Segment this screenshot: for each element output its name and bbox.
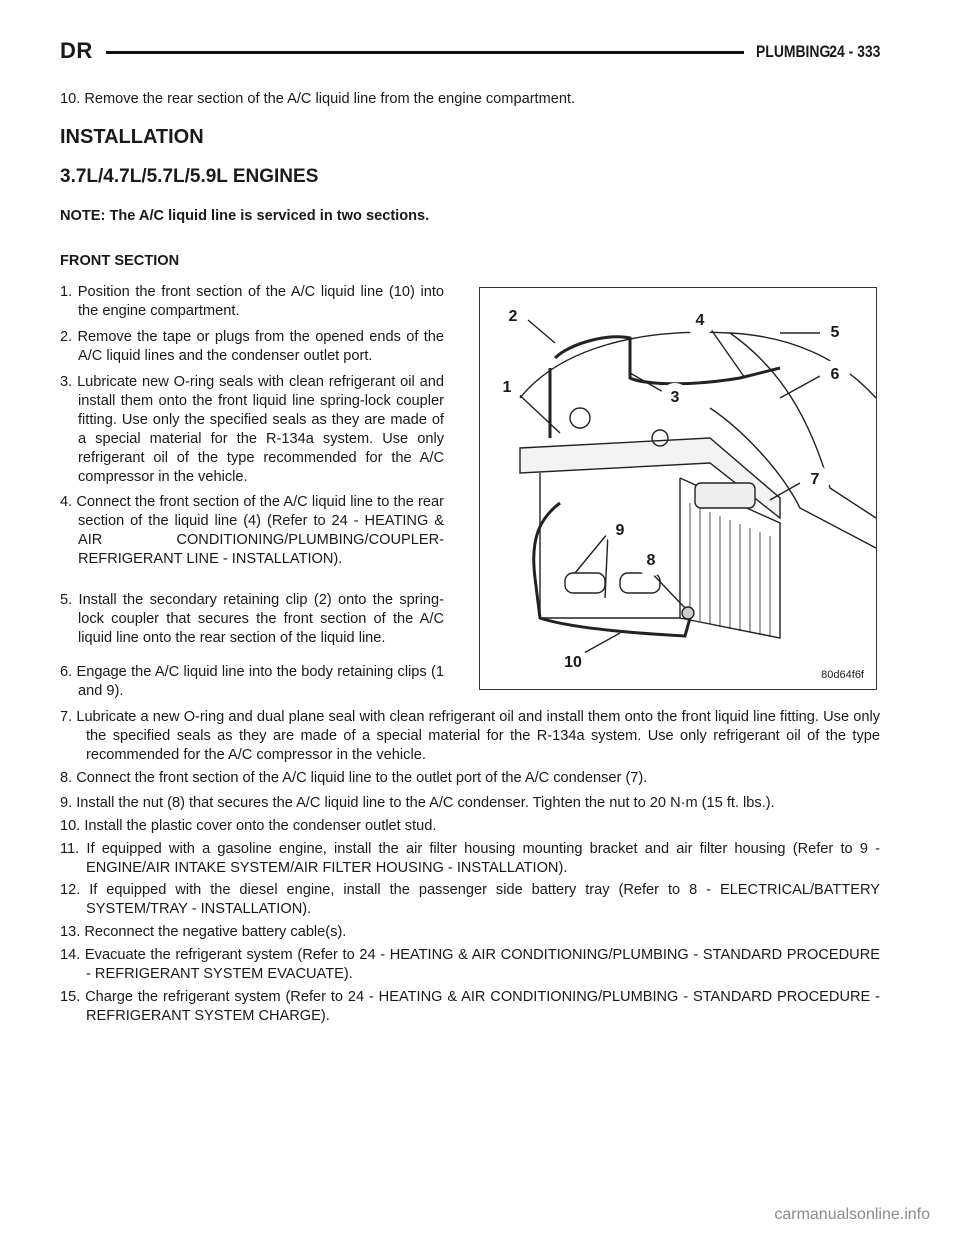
step-2-text: 2. Remove the tape or plugs from the opened ends of the A/C liquid lines and the condenser outlet port. <box>60 329 444 364</box>
section-title: PLUMBING <box>756 42 831 61</box>
step-5 <box>60 591 444 648</box>
site-watermark: carmanualsonline.info <box>774 1206 930 1223</box>
callout-4: 4 <box>685 306 715 336</box>
step-6-text: 6. Engage the A/C liquid line into the body retaining clips (1 and 9). <box>60 664 444 699</box>
step-8 <box>60 769 880 788</box>
step-13 <box>60 923 880 942</box>
step-10 <box>60 817 880 836</box>
step-15-text: 15. Charge the refrigerant system (Refer to 24 - HEATING & AIR CONDITIONING/PLUMBING - STANDARD PROCEDURE - REFRIGERANT SYSTEM CHARGE). <box>60 989 880 1024</box>
step-4-text: 4. Connect the front section of the A/C liquid line to the rear section of the liquid line (4) (Refer to 24 - HEATING & AIR CONDITIONING/PLUMBING/COUPLER-REFRIGERANT LINE - INSTALLATION). <box>60 494 444 567</box>
callout-10: 10 <box>556 648 590 678</box>
step-9-text: 9. Install the nut (8) that secures the A/C liquid line to the A/C condenser. Tighten the nut to 20 N·m (15 ft. lbs.). <box>60 795 775 811</box>
heading-installation: INSTALLATION <box>60 126 204 148</box>
note: NOTE: The A/C liquid line is serviced in two sections. <box>60 208 430 224</box>
step-3 <box>60 373 444 487</box>
step-3-text: 3. Lubricate new O-ring seals with clean refrigerant oil and install them onto the front liquid line spring-lock coupler fitting. Use only the specified seals as they are made of a special material for the R-134a system. Use only refrigerant oil of the type recommended for the A/C compressor in the vehicle. <box>60 374 444 485</box>
step-9 <box>60 794 880 813</box>
callout-8: 8 <box>636 546 666 576</box>
step-15 <box>60 988 880 1026</box>
step-1 <box>60 283 444 321</box>
step-14 <box>60 946 880 984</box>
step-1-text: 1. Position the front section of the A/C liquid line (10) into the engine compartment. <box>60 284 444 319</box>
callout-6: 6 <box>820 360 850 390</box>
step-2 <box>60 328 444 366</box>
callout-5: 5 <box>820 318 850 348</box>
step-14-text: 14. Evacuate the refrigerant system (Refer to 24 - HEATING & AIR CONDITIONING/PLUMBING - STANDARD PROCEDURE - REFRIGERANT SYSTEM EVACUATE). <box>60 947 880 982</box>
step-12 <box>60 881 880 919</box>
manual-code: DR <box>60 38 93 63</box>
callout-9: 9 <box>605 516 635 546</box>
page-number: 24 - 333 <box>828 42 880 61</box>
callout-3: 3 <box>660 383 690 413</box>
step-11-text: 11. If equipped with a gasoline engine, install the air filter housing mounting bracket and air filter housing (Refer to 9 - ENGINE/AIR INTAKE SYSTEM/AIR FILTER HOUSING - INSTALLATION). <box>60 841 880 876</box>
header-rule <box>106 51 744 54</box>
step-5-text: 5. Install the secondary retaining clip (2) onto the spring-lock coupler that secures the front section of the A/C liquid line onto the rear section of the liquid line. <box>60 592 444 646</box>
heading-engines: 3.7L/4.7L/5.7L/5.9L ENGINES <box>60 166 319 187</box>
subheading-front-section: FRONT SECTION <box>60 253 180 269</box>
step-7-text: 7. Lubricate a new O-ring and dual plane seal with clean refrigerant oil and install them onto the front liquid line fitting. Use only the specified seals as they are made of a special material for the R-134a system. Use only refrigerant oil of the type recommended for the A/C compressor in the vehicle. <box>60 709 880 763</box>
step-13-text: 13. Reconnect the negative battery cable(s). <box>60 924 347 940</box>
step-12-text: 12. If equipped with the diesel engine, install the passenger side battery tray (Refer to 8 - ELECTRICAL/BATTERY SYSTEM/TRAY - INSTALLATION). <box>60 882 880 917</box>
step-7 <box>60 708 880 765</box>
callout-7: 7 <box>800 465 830 495</box>
step-11 <box>60 840 880 878</box>
step-6 <box>60 663 444 701</box>
page-header <box>60 38 880 66</box>
figure-code: 80d64f6f <box>821 669 864 681</box>
step-8-text: 8. Connect the front section of the A/C liquid line to the outlet port of the A/C condenser (7). <box>60 770 648 786</box>
intro-step: 10. Remove the rear section of the A/C liquid line from the engine compartment. <box>60 91 576 107</box>
callout-2: 2 <box>498 302 528 332</box>
step-10-text: 10. Install the plastic cover onto the condenser outlet stud. <box>60 818 437 834</box>
step-4 <box>60 493 444 569</box>
liquid-line-figure <box>479 287 877 690</box>
callout-1: 1 <box>492 373 522 403</box>
